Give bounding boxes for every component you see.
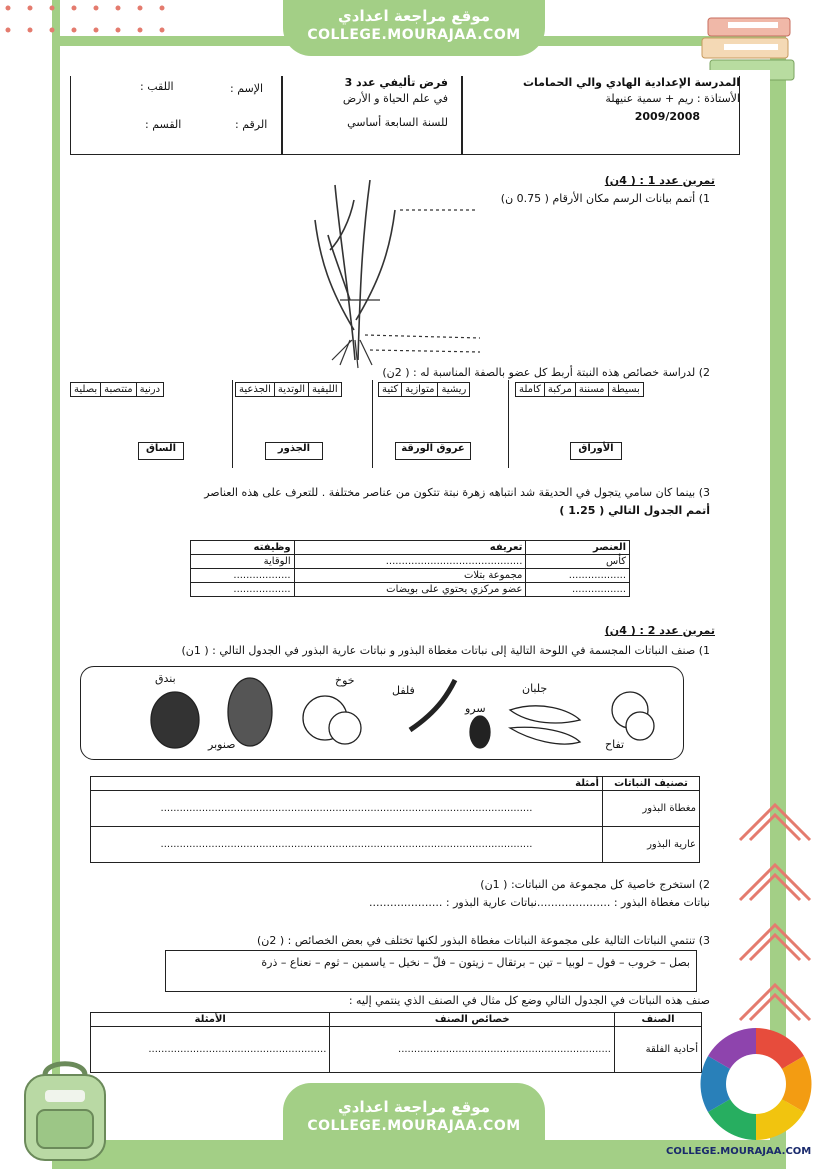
test-title: فرض تأليفي عدد 3 — [344, 76, 448, 89]
trait-cell: متتصبة — [101, 383, 136, 397]
teachers: الأستاذة : ريم + سمية عنيهلة — [605, 92, 740, 105]
class-cell: مغطاة البذور — [603, 791, 700, 827]
plant-label-pea: جلبان — [522, 682, 548, 695]
class-cell: عارية البذور — [603, 827, 700, 863]
ex2-q3: 3) تنتمي النباتات التالية على مجموعة النباتات مغطاة البذور لكنها تختلف في بعض الخصائص : ( 2ن) — [256, 934, 710, 947]
bottom-banner[interactable] — [283, 1083, 545, 1169]
sort-header: خصائص الصنف — [330, 1013, 615, 1027]
top-banner[interactable] — [283, 0, 545, 56]
firstname-label: الإسم : — [230, 82, 264, 95]
ex1-q2: 2) لدراسة خصائص هذه النبتة أربط كل عضو بالصفة المناسبة له : ( 2ن) — [382, 366, 710, 379]
traits-leaf-table — [515, 382, 644, 397]
ex1-q3b: أتمم الجدول التالي ( 1.25 ) — [559, 504, 710, 517]
logo-domain: COLLEGE.MOURAJAA.COM — [666, 1146, 812, 1157]
separator — [372, 380, 373, 468]
number-label: الرقم : — [235, 118, 268, 131]
school-name: المدرسة الإعدادية الهادي والي الحمامات — [522, 76, 740, 89]
traits-stem-table — [70, 382, 164, 397]
backpack-icon — [15, 1055, 115, 1165]
trait-cell: درنية — [136, 383, 163, 397]
ex2-q1: 1) صنف النباتات المجسمة في اللوحة التالية إلى نباتات مغطاة البذور و نباتات عارية البذور في الجدول التالي : ( 1ن) — [181, 644, 710, 657]
footer-site-domain: COLLEGE.MOURAJAA.COM — [307, 1118, 521, 1134]
exam-sheet — [60, 70, 770, 1140]
trait-cell: مركبة — [544, 383, 575, 397]
dots-decoration — [0, 0, 200, 60]
trait-cell: الليفية — [309, 383, 342, 397]
classification-table — [90, 776, 700, 863]
sort-cell: ........................................................ — [91, 1027, 330, 1073]
organ-root: الجذور — [265, 442, 323, 460]
trait-cell: الجذعية — [236, 383, 275, 397]
flower-header: وظيفته — [191, 541, 295, 555]
ex1-q3a: 3) بينما كان سامي يتجول في الحديقة شد انتباهه زهرة نبتة تتكون من عناصر مختلفة . للتعرف على هذه العناصر — [204, 486, 710, 499]
class-level: للسنة السابعة أساسي — [347, 116, 448, 129]
ex2-q2-line: نباتات مغطاة البذور : .....................نباتات عارية البذور : ..................... — [368, 896, 710, 909]
flower-cell: الوقاية — [191, 555, 295, 569]
ex2-title: تمرين عدد 2 : ( 4ن) — [604, 624, 715, 637]
sort-cell: أحادية الفلقة — [615, 1027, 702, 1073]
separator — [508, 380, 509, 468]
sort-cell: ................................................................... — [330, 1027, 615, 1073]
site-logo-icon — [697, 1025, 815, 1143]
flower-cell: كأس — [526, 555, 630, 569]
traits-root-table — [235, 382, 342, 397]
organ-stem: الساق — [138, 442, 184, 460]
trait-cell: كثية — [379, 383, 402, 397]
trait-cell: ريشية — [438, 383, 470, 397]
flower-cell: ................. — [526, 583, 630, 597]
site-domain: COLLEGE.MOURAJAA.COM — [307, 27, 521, 43]
sort-header: الصنف — [615, 1013, 702, 1027]
organ-vein: عروق الورقة — [395, 442, 471, 460]
flower-cell: ........................................... — [294, 555, 526, 569]
chevrons-decoration — [735, 790, 815, 1030]
plant-label-peach: خوخ — [335, 674, 355, 687]
flower-cell: عضو مركزي يحتوي على بويضات — [294, 583, 526, 597]
ex1-q1: 1) أتمم بيانات الرسم مكان الأرقام ( 0.75 ن) — [500, 192, 710, 205]
flower-cell: .................. — [191, 569, 295, 583]
footer-site-name: موقع مراجعة اعدادي — [338, 1098, 490, 1116]
flower-cell: .................. — [526, 569, 630, 583]
trait-cell: بسيطة — [608, 383, 643, 397]
frame-left-bar — [52, 0, 60, 1169]
plant-list: بصل – خروب – فول – لوبيا – تين – برتقال – زيتون – فلّ – نخيل – ياسمين – ثوم – نعناع – ذرة — [261, 956, 690, 969]
ex2-q3b: صنف هذه النباتات في الجدول التالي وضع كل مثال في الصنف الذي ينتمي إليه : — [348, 994, 710, 1007]
trait-cell: بصلية — [71, 383, 101, 397]
trait-cell: الوتدية — [274, 383, 308, 397]
plant-label-cypress: سرو — [465, 702, 486, 715]
flower-table — [190, 540, 630, 597]
flower-cell: مجموعة بتلات — [294, 569, 526, 583]
class-cell: ..................................................................................................................... — [91, 827, 603, 863]
plant-label-pepper: فلفل — [392, 684, 415, 697]
trait-cell: متوازية — [402, 383, 438, 397]
class-cell: ..................................................................................................................... — [91, 791, 603, 827]
ex1-title: تمرين عدد 1 : ( 4ن) — [604, 174, 715, 187]
trait-cell: مسننة — [575, 383, 608, 397]
ex2-q2: 2) استخرج خاصية كل مجموعة من النباتات: ( 1ن) — [480, 878, 710, 891]
plant-drawing — [310, 180, 490, 370]
plant-label-apple: تفاح — [605, 738, 625, 751]
sorting-table — [90, 1012, 702, 1073]
sort-header: الأمثلة — [91, 1013, 330, 1027]
plant-label-hazelnut: بندق — [155, 672, 176, 685]
flower-header: تعريفه — [294, 541, 526, 555]
flower-cell: .................. — [191, 583, 295, 597]
class-header: أمثلة — [91, 777, 603, 791]
site-name: موقع مراجعة اعدادي — [338, 7, 490, 25]
organ-leaf: الأوراق — [570, 442, 622, 460]
separator — [232, 380, 233, 468]
traits-vein-table — [378, 382, 470, 397]
school-year: 2009/2008 — [634, 110, 700, 123]
section-label: القسم : — [145, 118, 182, 131]
flower-header: العنصر — [526, 541, 630, 555]
trait-cell: كاملة — [516, 383, 545, 397]
lastname-label: اللقب : — [140, 80, 174, 93]
class-header: تصنيف النباتات — [603, 777, 700, 791]
plant-label-pine: صنوبر — [208, 738, 236, 751]
subject: في علم الحياة و الأرض — [342, 92, 448, 105]
